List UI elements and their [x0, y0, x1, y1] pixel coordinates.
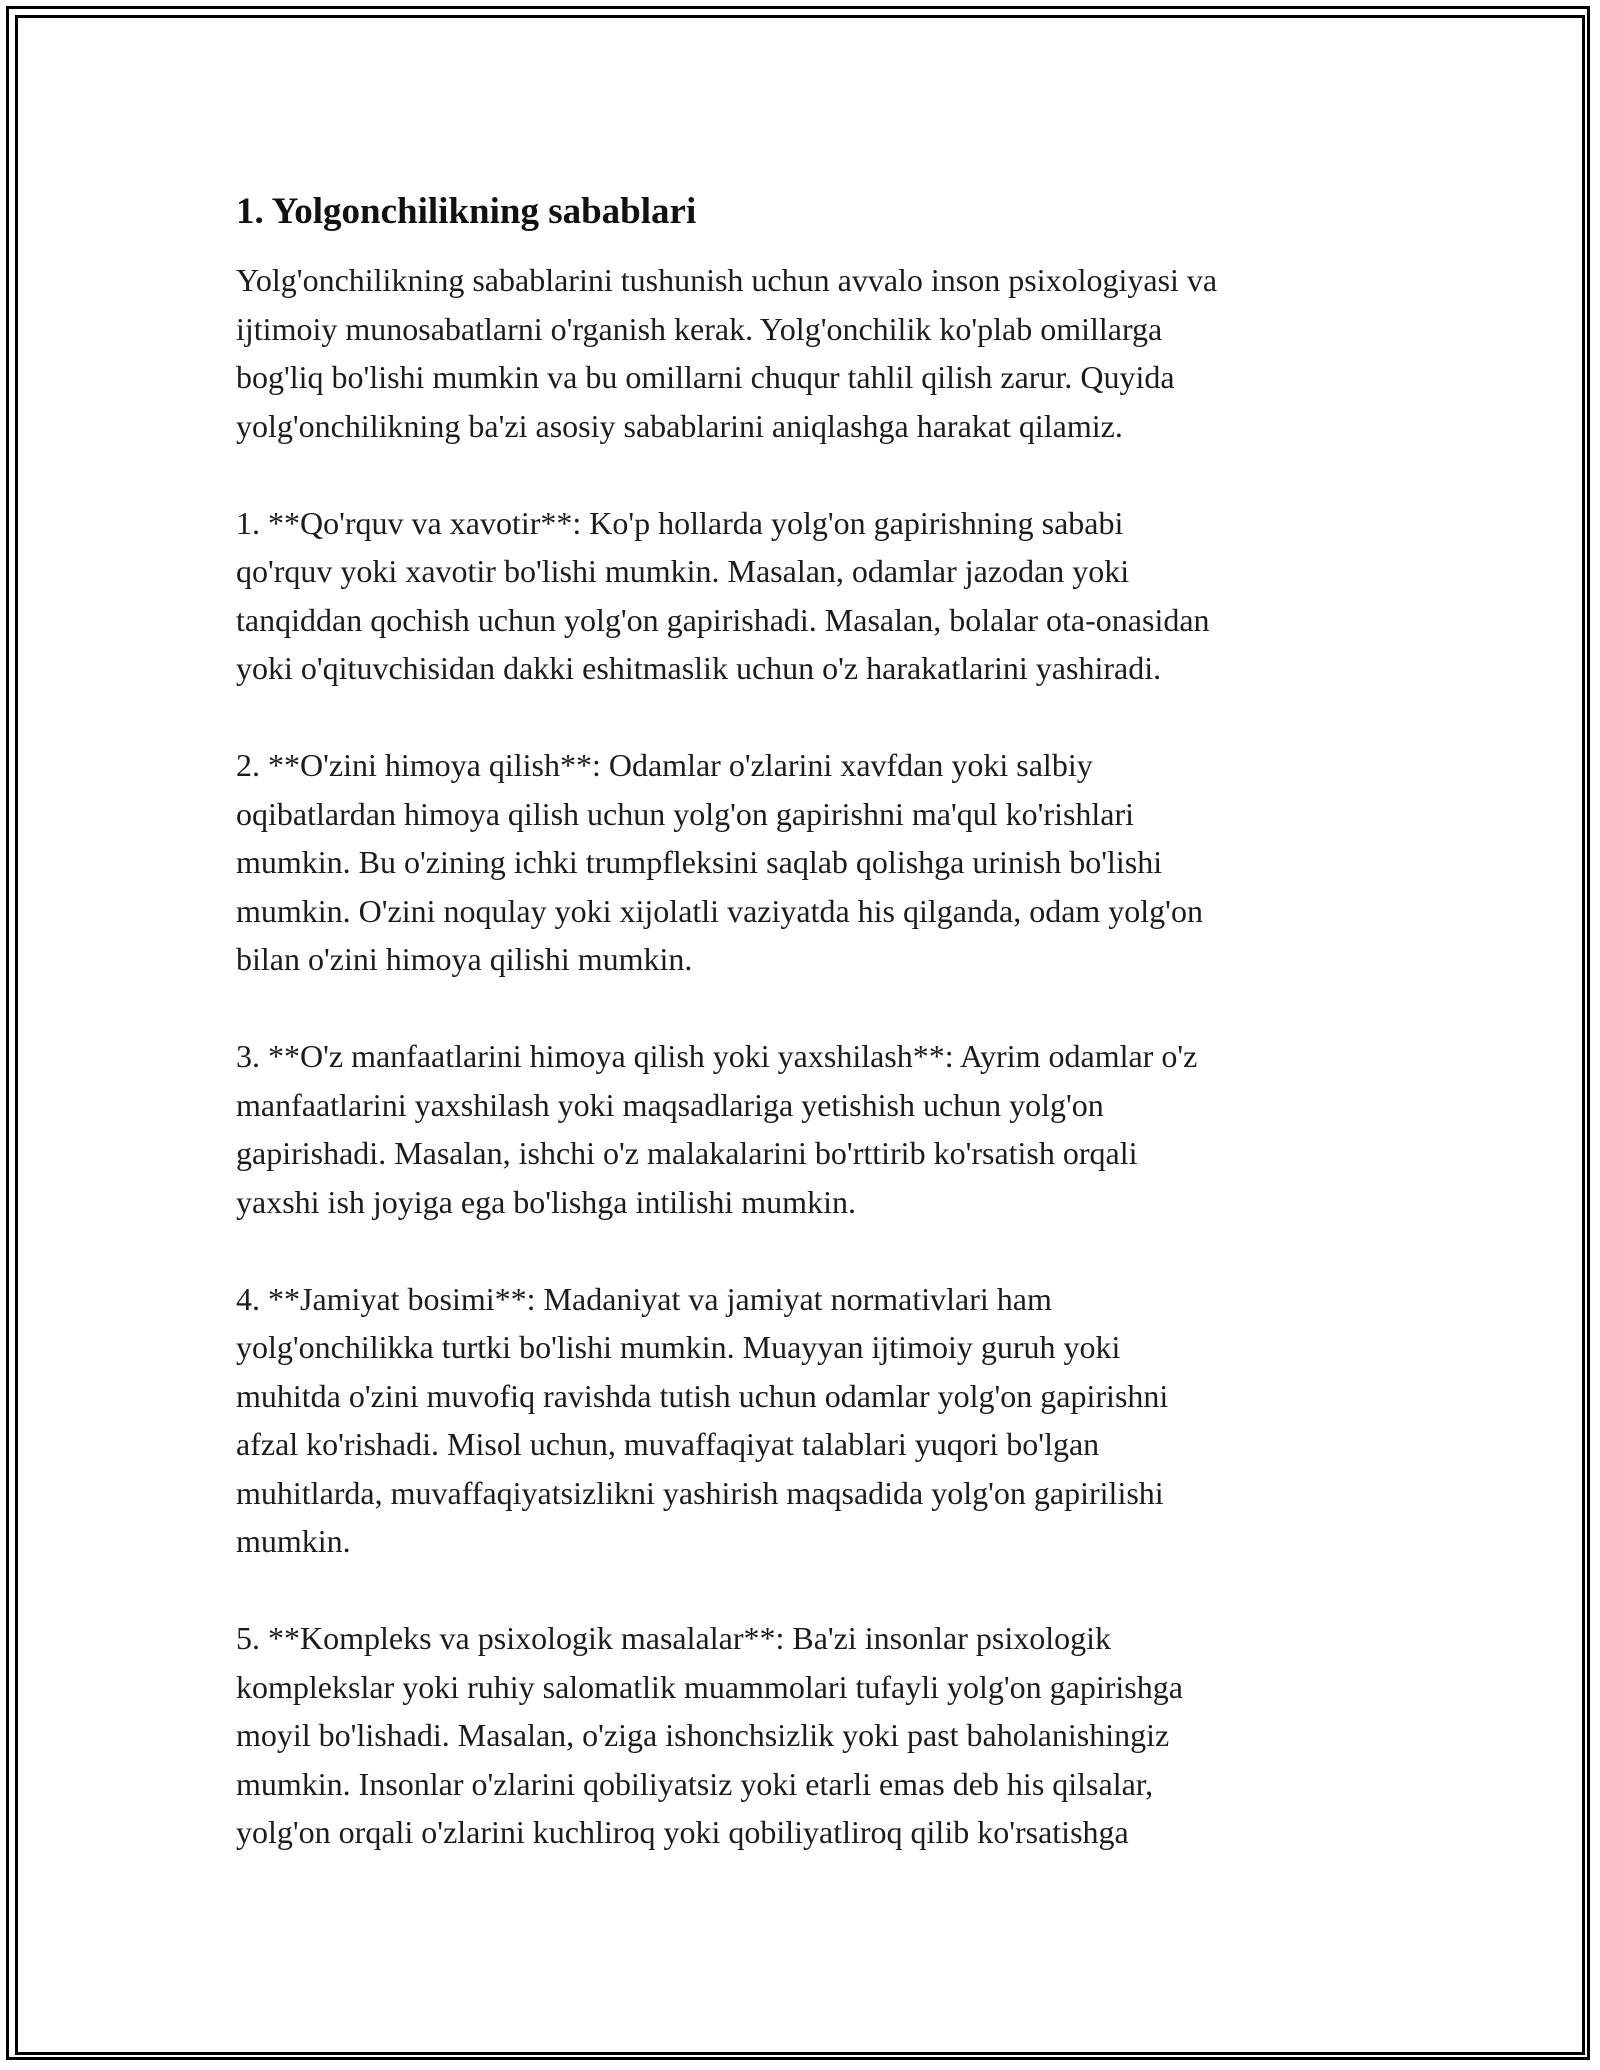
intro-paragraph: Yolg'onchilikning sabablarini tushunish uchun avvalo inson psixologiyasi va ijtimoiy munosabatlarni o'rganish kerak. Yolg'onchilik ko'plab omillarga bog'liq bo'lishi mumkin va bu omillarni chuqur tahlil qilish zarur. Quyida yolg'onchilikning ba'zi asosiy sabablarini aniqlashga harakat qilamiz.	[236, 262, 1218, 444]
section-heading: 1. Yolgonchilikning sabablari	[236, 191, 697, 232]
reason-4-paragraph: 4. **Jamiyat bosimi**: Madaniyat va jamiyat normativlari ham yolg'onchilikka turtki bo'lishi mumkin. Muayyan ijtimoiy guruh yoki muhitda o'zini muvofiq ravishda tutish uchun odamlar yolg'on gapirishni afzal ko'rishadi. Misol uchun, muvaffaqiyat talablari yuqori bo'lgan muhitlarda, muvaffaqiyatsizlikni yashirish maqsadida yolg'on gapirilishi mumkin.	[236, 1280, 1169, 1559]
reason-5-paragraph: 5. **Kompleks va psixologik masalalar**: Ba'zi insonlar psixologik komplekslar yoki ruhiy salomatlik muammolari tufayli yolg'on gapirishga moyil bo'lishadi. Masalan, o'ziga ishonchsizlik yoki past baholanishingiz mumkin. Insonlar o'zlarini qobiliyatsiz yoki etarli emas deb his qilsalar, yolg'on orqali o'zlarini kuchliroq yoki qobiliyatliroq qilib ko'rsatishga	[236, 1620, 1183, 1850]
reason-2-paragraph: 2. **O'zini himoya qilish**: Odamlar o'zlarini xavfdan yoki salbiy oqibatlardan himoya qilish uchun yolg'on gapirishni ma'qul ko'rishlari mumkin. Bu o'zining ichki trumpfleksini saqlab qolishga urinish bo'lishi mumkin. O'zini noqulay yoki xijolatli vaziyatda his qilganda, odam yolg'on bilan o'zini himoya qilishi mumkin.	[236, 747, 1203, 977]
reason-1-paragraph: 1. **Qo'rquv va xavotir**: Ko'p hollarda yolg'on gapirishning sababi qo'rquv yoki xavotir bo'lishi mumkin. Masalan, odamlar jazodan yoki tanqiddan qochish uchun yolg'on gapirishadi. Masalan, bolalar ota-onasidan yoki o'qituvchisidan dakki eshitmaslik uchun o'z harakatlarini yashiradi.	[236, 504, 1210, 686]
document-body	[236, 188, 1386, 1905]
reason-3-paragraph: 3. **O'z manfaatlarini himoya qilish yoki yaxshilash**: Ayrim odamlar o'z manfaatlarini yaxshilash yoki maqsadlariga yetishish uchun yolg'on gapirishadi. Masalan, ishchi o'z malakalarini bo'rttirib ko'rsatish orqali yaxshi ish joyiga ega bo'lishga intilishi mumkin.	[236, 1038, 1198, 1220]
